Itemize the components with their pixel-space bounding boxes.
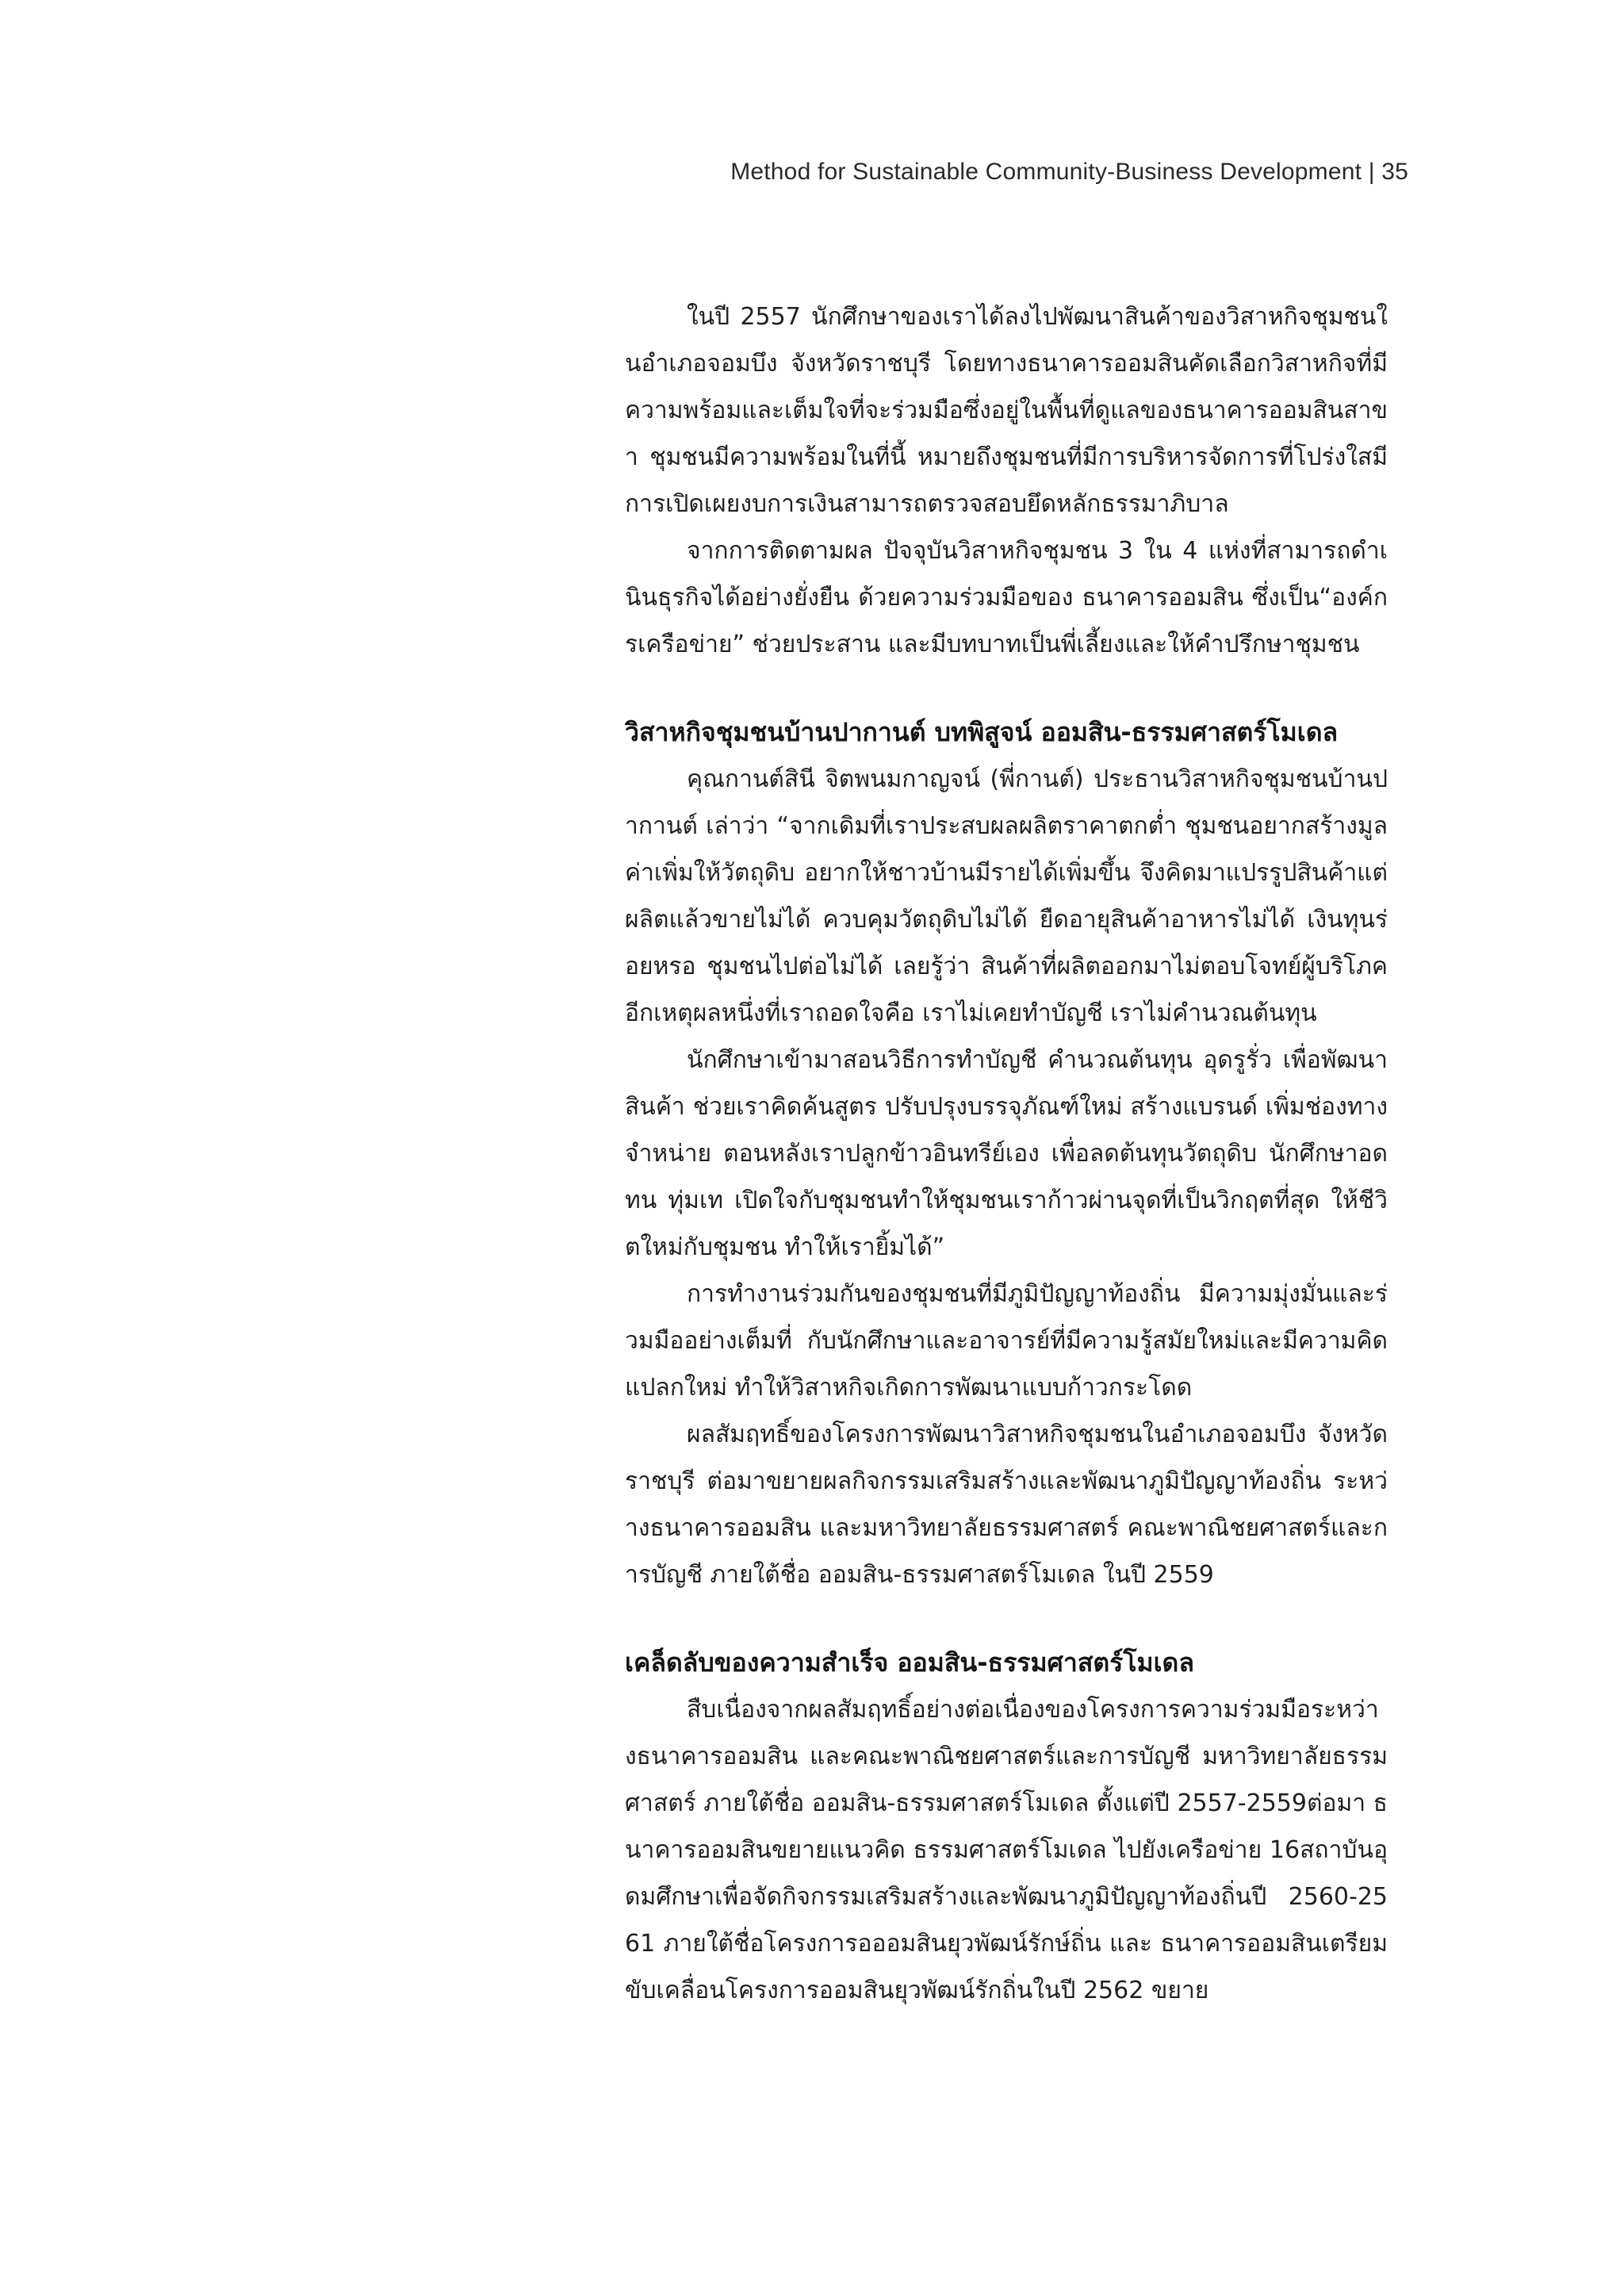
body-content xyxy=(625,293,1388,2014)
section-heading: เคล็ดลับของความสำเร็จ ออมสิน-ธรรมศาสตร์โมเดล xyxy=(625,1647,1194,1678)
paragraph: นักศึกษาเข้ามาสอนวิธีการทำบัญชี คำนวณต้นทุน อุดรูรั่ว เพื่อพัฒนาสินค้า ช่วยเราคิดค้นสูตร ปรับปรุงบรรจุภัณฑ์ใหม่ สร้างแบรนด์ เพิ่มช่องทางจำหน่าย ตอนหลังเราปลูกข้าวอินทรีย์เอง เพื่อลดต้นทุนวัตถุดิบ นักศึกษาอดทน ทุ่มเท เปิดใจกับชุมชนทำให้ชุมชนเราก้าวผ่านจุดที่เป็นวิกฤตที่สุด ให้ชีวิตใหม่กับชุมชน ทำให้เรายิ้มได้” xyxy=(625,1046,1388,1261)
section-spacer xyxy=(625,1598,1388,1640)
intro-section xyxy=(625,293,1388,668)
section-spacer xyxy=(625,668,1388,709)
paragraph: คุณกานต์สินี จิตพนมกาญจน์ (พี่กานต์) ประธานวิสาหกิจชุมชนบ้านปากานต์ เล่าว่า “จากเดิมที่เราประสบผลผลิตราคาตกต่ำ ชุมชนอยากสร้างมูลค่าเพิ่มให้วัตถุดิบ อยากให้ชาวบ้านมีรายได้เพิ่มขึ้น จึงคิดมาแปรรูปสินค้าแต่ผลิตแล้วขายไม่ได้ ควบคุมวัตถุดิบไม่ได้ ยืดอายุสินค้าอาหารไม่ได้ เงินทุนร่อยหรอ ชุมชนไปต่อไม่ได้ เลยรู้ว่า สินค้าที่ผลิตออกมาไม่ตอบโจทย์ผู้บริโภคอีกเหตุผลหนึ่งที่เราถอดใจคือ เราไม่เคยทำบัญชี เราไม่คำนวณต้นทุน xyxy=(625,765,1388,1027)
paragraph: สืบเนื่องจากผลสัมฤทธิ์อย่างต่อเนื่องของโครงการความร่วมมือระหว่างธนาคารออมสิน และคณะพาณิชยศาสตร์และการบัญชี มหาวิทยาลัยธรรมศาสตร์ ภายใต้ชื่อ ออมสิน-ธรรมศาสตร์โมเดล ตั้งแต่ปี 2557-2559ต่อมา ธนาคารออมสินขยายแนวคิด ธรรมศาสตร์โมเดล ไปยังเครือข่าย 16สถาบันอุดมศึกษาเพื่อจัดกิจกรรมเสริมสร้างและพัฒนาภูมิปัญญาท้องถิ่นปี 2560-2561 ภายใต้ชื่อโครงการอออมสินยุวพัฒน์รักษ์ถิ่น และ ธนาคารออมสินเตรียมขับเคลื่อนโครงการออมสินยุวพัฒน์รักถิ่นในปี 2562 ขยาย xyxy=(625,1696,1388,2004)
paragraph: ผลสัมฤทธิ์ของโครงการพัฒนาวิสาหกิจชุมชนในอำเภอจอมบึง จังหวัดราชบุรี ต่อมาขยายผลกิจกรรมเสริมสร้างและพัฒนาภูมิปัญญาท้องถิ่น ระหว่างธนาคารออมสิน และมหาวิทยาลัยธรรมศาสตร์ คณะพาณิชยศาสตร์และการบัญชี ภายใต้ชื่อ ออมสิน-ธรรมศาสตร์โมเดล ในปี 2559 xyxy=(625,1421,1388,1589)
section-ban-pakan xyxy=(625,709,1388,1598)
paragraph: จากการติดตามผล ปัจจุบันวิสาหกิจชุมชน 3 ใน 4 แห่งที่สามารถดำเนินธุรกิจได้อย่างยั่งยืน ด้วยความร่วมมือของ ธนาคารออมสิน ซึ่งเป็น“องค์กรเครือข่าย” ช่วยประสาน และมีบทบาทเป็นพี่เลี้ยงและให้คำปรึกษาชุมชน xyxy=(625,537,1388,658)
paragraph: ในปี 2557 นักศึกษาของเราได้ลงไปพัฒนาสินค้าของวิสาหกิจชุมชนในอำเภอจอมบึง จังหวัดราชบุรี โดยทางธนาคารออมสินคัดเลือกวิสาหกิจที่มีความพร้อมและเต็มใจที่จะร่วมมือซึ่งอยู่ในพื้นที่ดูแลของธนาคารออมสินสาขา ชุมชนมีความพร้อมในที่นี้ หมายถึงชุมชนที่มีการบริหารจัดการที่โปร่งใสมีการเปิดเผยงบการเงินสามารถตรวจสอบยึดหลักธรรมาภิบาล xyxy=(625,303,1388,518)
paragraph: การทำงานร่วมกันของชุมชนที่มีภูมิปัญญาท้องถิ่น มีความมุ่งมั่นและร่วมมืออย่างเต็มที่ กับนักศึกษาและอาจารย์ที่มีความรู้สมัยใหม่และมีความคิดแปลกใหม่ ทำให้วิสาหกิจเกิดการพัฒนาแบบก้าวกระโดด xyxy=(625,1280,1388,1402)
running-header: Method for Sustainable Community-Business Development | 35 xyxy=(730,159,1408,185)
section-heading: วิสาหกิจชุมชนบ้านปากานต์ บทพิสูจน์ ออมสิน-ธรรมศาสตร์โมเดล xyxy=(625,717,1339,747)
section-success-secrets xyxy=(625,1640,1388,2014)
